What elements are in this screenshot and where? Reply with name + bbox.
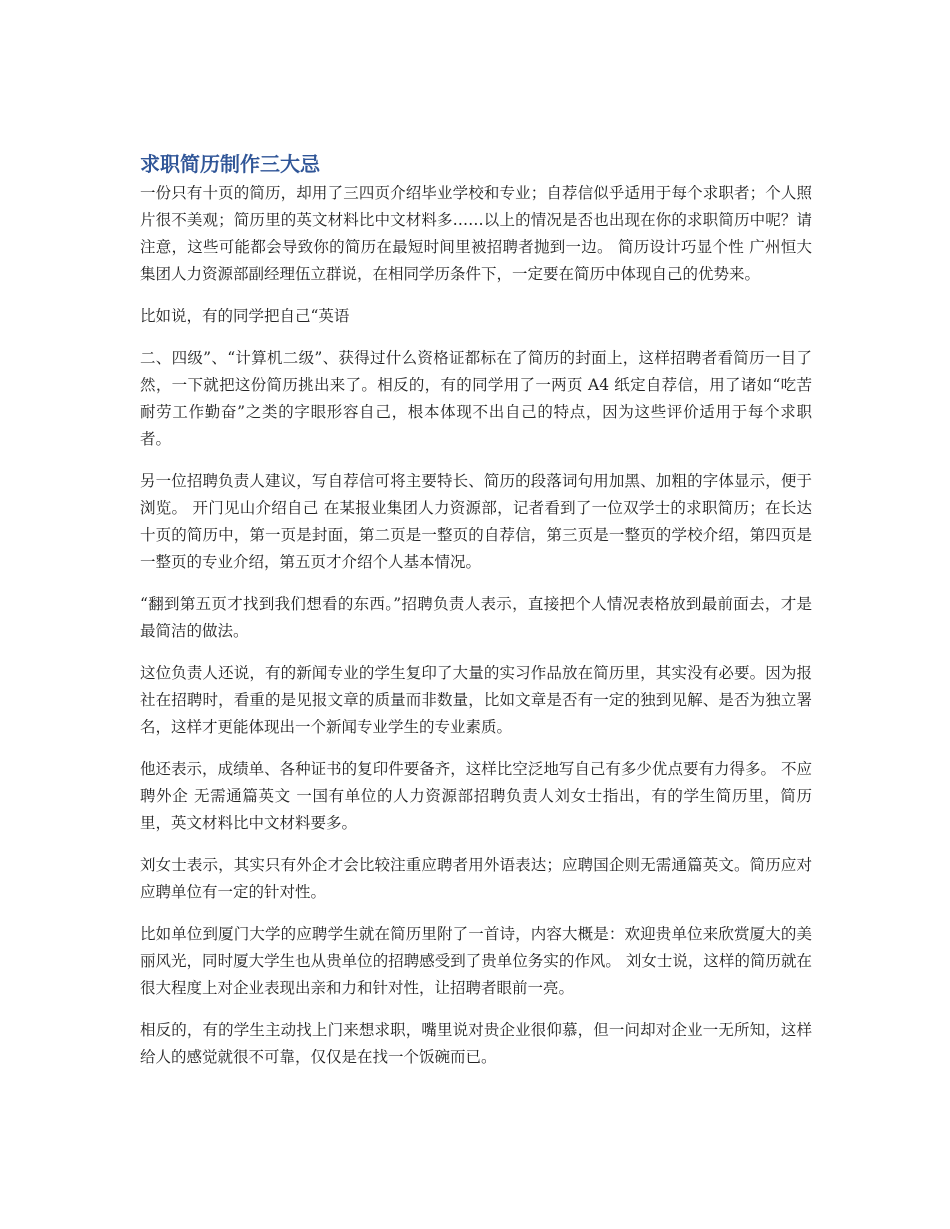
paragraph: 比如说，有的同学把自己“英语: [140, 307, 350, 325]
paragraph: 刘女士表示，其实只有外企才会比较注重应聘者用外语表达；应聘国企则无需通篇英文。简历应对应聘单位有一定的针对性。: [140, 856, 812, 901]
paragraph: 这位负责人还说，有的新闻专业的学生复印了大量的实习作品放在简历里，其实没有必要。因为报社在招聘时，看重的是见报文章的质量而非数量，比如文章是否有一定的独到见解、是否为独立署名，这样才更能体现出一个新闻专业学生的专业素质。: [140, 664, 812, 736]
paragraph: 二、四级”、“计算机二级”、获得过什么资格证都标在了简历的封面上，这样招聘者看简历一目了然，一下就把这份简历挑出来了。相反的，有的同学用了一两页 A4 纸定自荐信，用了诸如“吃苦耐劳工作勤奋”之类的字眼形容自己，根本体现不出自己的特点，因为这些评价适用于每个求职者。: [140, 349, 812, 448]
paragraph: 另一位招聘负责人建议，写自荐信可将主要特长、简历的段落词句用加黑、加粗的字体显示，便于浏览。 开门见山介绍自己 在某报业集团人力资源部，记者看到了一位双学士的求职简历；在长达十页的简历中，第一页是封面，第二页是一整页的自荐信，第三页是一整页的学校介绍，第四页是一整页的专业介绍，第五页才介绍个人基本情况。: [140, 472, 812, 571]
paragraph: “翻到第五页才找到我们想看的东西。”招聘负责人表示，直接把个人情况表格放到最前面去，才是最简洁的做法。: [140, 595, 812, 640]
paragraph: 相反的，有的学生主动找上门来想求职，嘴里说对贵企业很仰慕，但一问却对企业一无所知，这样给人的感觉就很不可靠，仅仅是在找一个饭碗而已。: [140, 1021, 812, 1066]
document-title: 求职简历制作三大忌: [140, 152, 320, 176]
paragraph: 一份只有十页的简历，却用了三四页介绍毕业学校和专业；自荐信似乎适用于每个求职者；个人照片很不美观；简历里的英文材料比中文材料多……以上的情况是否也出现在你的求职简历中呢？请注意，这些可能都会导致你的简历在最短时间里被招聘者抛到一边。 简历设计巧显个性 广州恒大集团人力资源部副经理伍立群说，在相同学历条件下，一定要在简历中体现自己的优势来。: [140, 184, 812, 283]
paragraph: 比如单位到厦门大学的应聘学生就在简历里附了一首诗，内容大概是：欢迎贵单位来欣赏厦大的美丽风光，同时厦大学生也从贵单位的招聘感受到了贵单位务实的作风。 刘女士说，这样的简历就在很大程度上对企业表现出亲和力和针对性，让招聘者眼前一亮。: [140, 925, 812, 997]
document-body: [140, 150, 812, 1086]
paragraph: 他还表示，成绩单、各种证书的复印件要备齐，这样比空泛地写自己有多少优点要有力得多。 不应聘外企 无需通篇英文 一国有单位的人力资源部招聘负责人刘女士指出，有的学生简历里，简历里，英文材料比中文材料要多。: [140, 760, 812, 832]
